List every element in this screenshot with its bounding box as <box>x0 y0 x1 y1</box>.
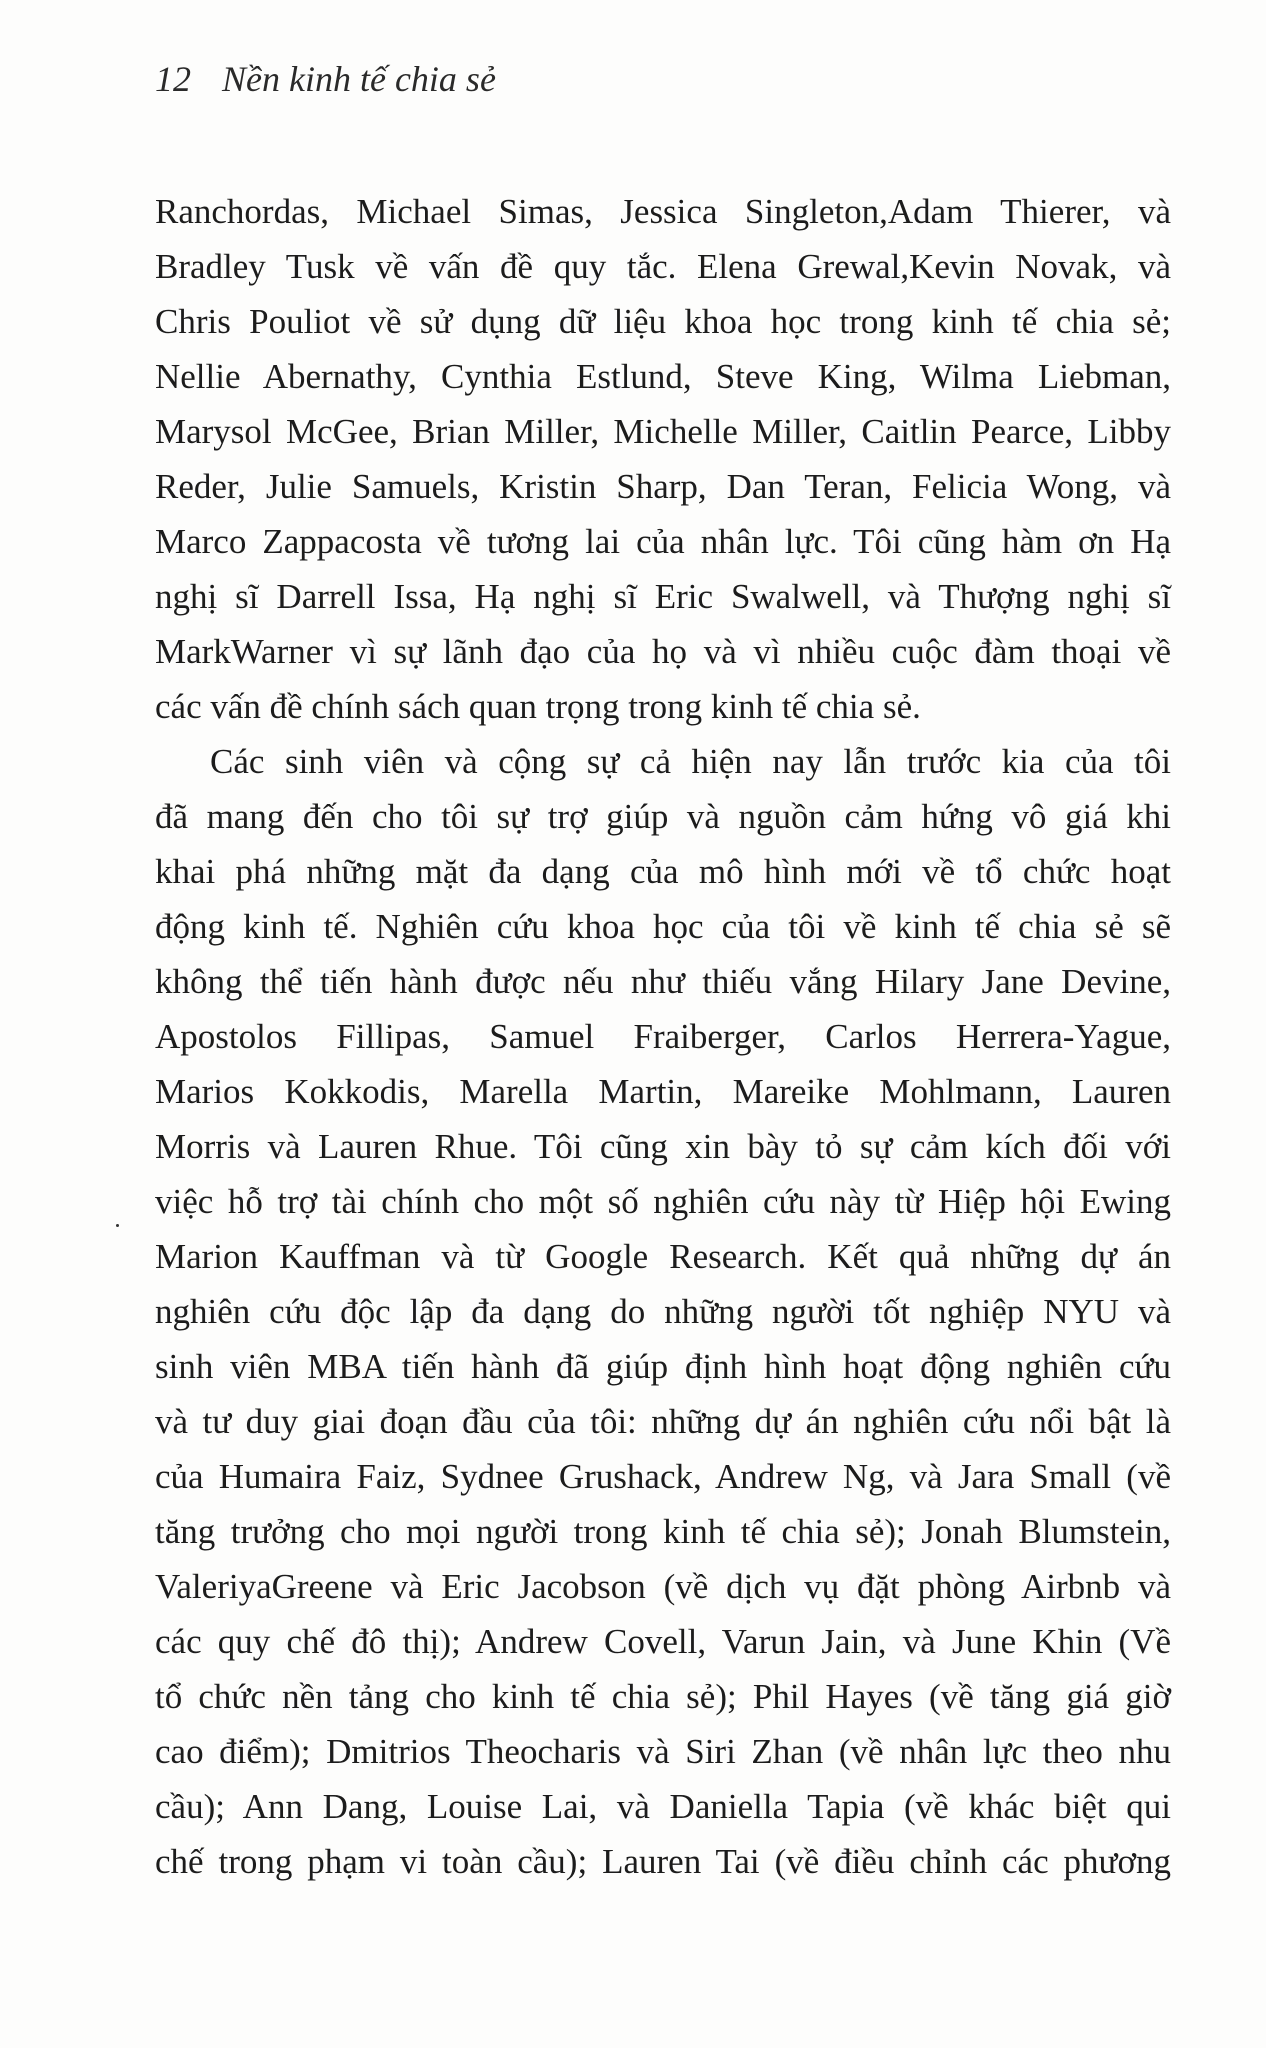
text-line: Marysol McGee, Brian Miller, Michelle Miller, Caitlin Pearce, Libby <box>155 412 1171 451</box>
paragraph-acknowledgements-students <box>155 734 1171 1889</box>
text-line: Apostolos Fillipas, Samuel Fraiberger, Carlos Herrera-Yague, <box>155 1017 1171 1056</box>
text-line: không thể tiến hành được nếu như thiếu vắng Hilary Jane Devine, <box>155 962 1171 1001</box>
text-line: việc hỗ trợ tài chính cho một số nghiên cứu này từ Hiệp hội Ewing <box>155 1182 1171 1221</box>
text-line: Marco Zappacosta về tương lai của nhân lực. Tôi cũng hàm ơn Hạ <box>155 522 1171 561</box>
scan-speck <box>116 1224 119 1227</box>
text-line: Các sinh viên và cộng sự cả hiện nay lẫn trước kia của tôi <box>210 742 1171 781</box>
text-line: và tư duy giai đoạn đầu của tôi: những dự án nghiên cứu nổi bật là <box>155 1402 1171 1441</box>
text-line: Bradley Tusk về vấn đề quy tắc. Elena Grewal,Kevin Novak, và <box>155 247 1171 286</box>
text-line: khai phá những mặt đa dạng của mô hình mới về tổ chức hoạt <box>155 852 1171 891</box>
text-line: đã mang đến cho tôi sự trợ giúp và nguồn cảm hứng vô giá khi <box>155 797 1171 836</box>
text-line: Nellie Abernathy, Cynthia Estlund, Steve King, Wilma Liebman, <box>155 357 1171 396</box>
text-line: cầu); Ann Dang, Louise Lai, và Daniella Tapia (về khác biệt qui <box>155 1787 1171 1826</box>
text-line: các vấn đề chính sách quan trọng trong kinh tế chia sẻ. <box>155 687 921 726</box>
body-text <box>155 184 1171 1889</box>
text-line: Reder, Julie Samuels, Kristin Sharp, Dan Teran, Felicia Wong, và <box>155 467 1171 506</box>
text-line: MarkWarner vì sự lãnh đạo của họ và vì nhiều cuộc đàm thoại về <box>155 632 1171 671</box>
text-line: chế trong phạm vi toàn cầu); Lauren Tai (về điều chỉnh các phương <box>155 1842 1171 1881</box>
text-line: ValeriyaGreene và Eric Jacobson (về dịch vụ đặt phòng Airbnb và <box>155 1567 1171 1606</box>
text-line: Chris Pouliot về sử dụng dữ liệu khoa học trong kinh tế chia sẻ; <box>155 302 1171 341</box>
text-line: của Humaira Faiz, Sydnee Grushack, Andrew Ng, và Jara Small (về <box>155 1457 1171 1496</box>
text-line: Marios Kokkodis, Marella Martin, Mareike Mohlmann, Lauren <box>155 1072 1171 1111</box>
text-line: các quy chế đô thị); Andrew Covell, Varun Jain, và June Khin (Về <box>155 1622 1171 1661</box>
text-line: nghiên cứu độc lập đa dạng do những người tốt nghiệp NYU và <box>155 1292 1171 1331</box>
page-number: 12 <box>155 59 191 99</box>
text-line: nghị sĩ Darrell Issa, Hạ nghị sĩ Eric Swalwell, và Thượng nghị sĩ <box>155 577 1171 616</box>
text-line: cao điểm); Dmitrios Theocharis và Siri Zhan (về nhân lực theo nhu <box>155 1732 1171 1771</box>
running-header <box>155 58 496 100</box>
text-line: Morris và Lauren Rhue. Tôi cũng xin bày tỏ sự cảm kích đối với <box>155 1127 1171 1166</box>
text-line: Marion Kauffman và từ Google Research. Kết quả những dự án <box>155 1237 1171 1276</box>
text-line: Ranchordas, Michael Simas, Jessica Singleton,Adam Thierer, và <box>155 192 1171 231</box>
text-line: tổ chức nền tảng cho kinh tế chia sẻ); Phil Hayes (về tăng giá giờ <box>155 1677 1171 1716</box>
text-line: tăng trưởng cho mọi người trong kinh tế chia sẻ); Jonah Blumstein, <box>155 1512 1171 1551</box>
paragraph-acknowledgements-policy <box>155 184 1171 734</box>
book-title: Nền kinh tế chia sẻ <box>222 59 496 99</box>
text-line: động kinh tế. Nghiên cứu khoa học của tôi về kinh tế chia sẻ sẽ <box>155 907 1171 946</box>
text-line: sinh viên MBA tiến hành đã giúp định hình hoạt động nghiên cứu <box>155 1347 1171 1386</box>
